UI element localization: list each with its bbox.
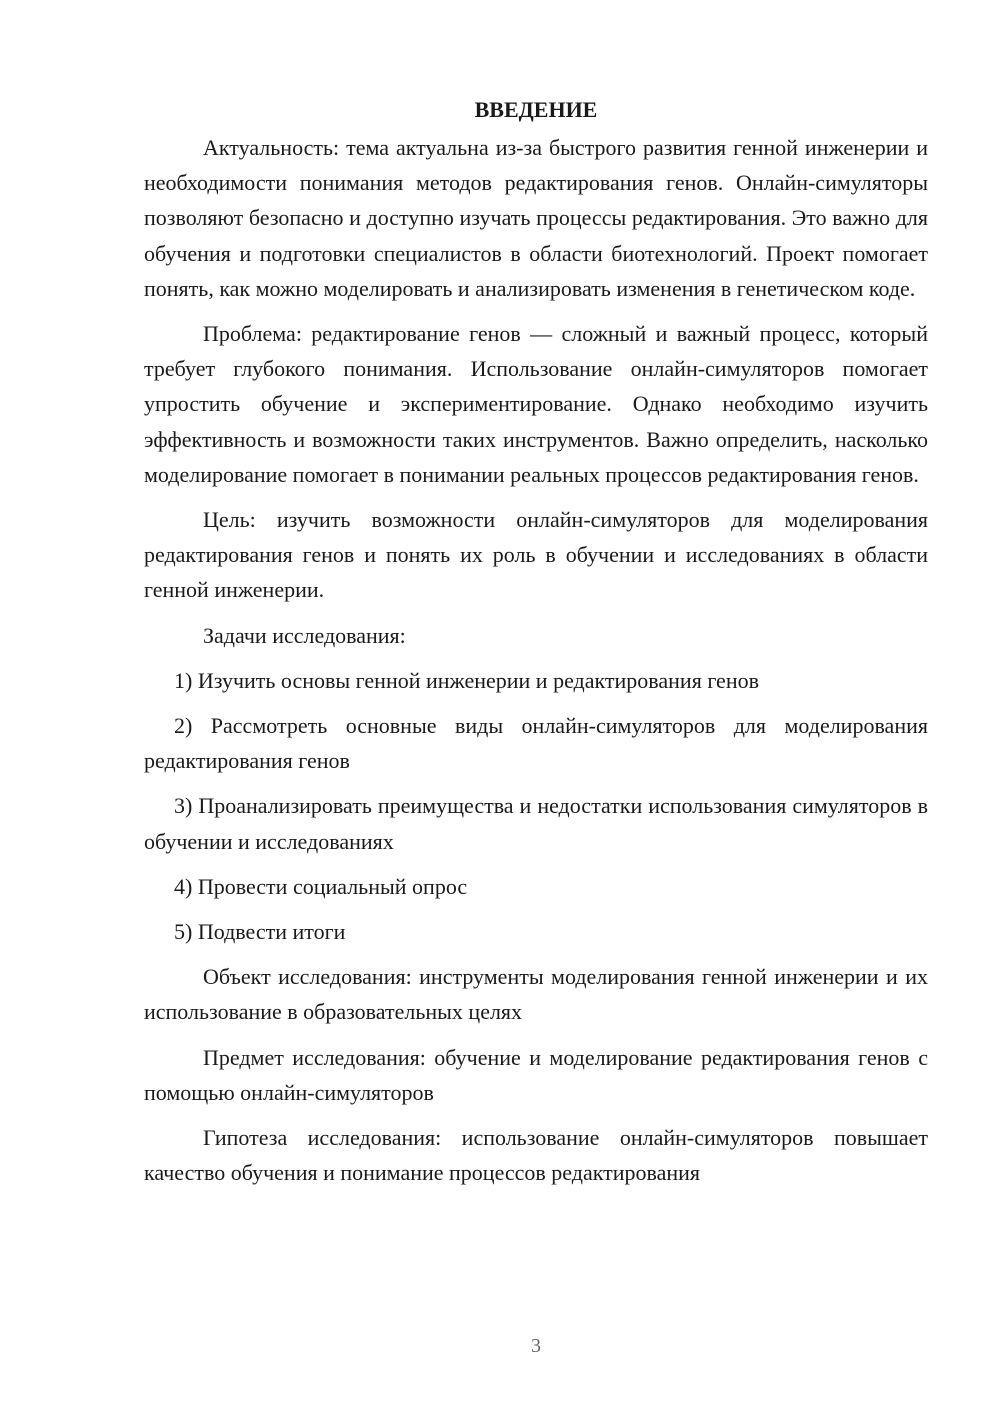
subject-paragraph: Предмет исследования: обучение и моделирование редактирования генов с помощью онлайн-симуляторов <box>144 1044 928 1105</box>
task-item-3: 3) Проанализировать преимущества и недостатки использования симуляторов в обучении и исследованиях <box>144 793 928 854</box>
tasks-title: Задачи исследования: <box>203 622 406 648</box>
task-item-4: 4) Провести социальный опрос <box>174 873 468 899</box>
task-item-1: 1) Изучить основы генной инженерии и редактирования генов <box>174 667 759 693</box>
goal-paragraph: Цель: изучить возможности онлайн-симуляторов для моделирования редактирования генов и понять их роль в обучении и исследованиях в области генной инженерии. <box>144 507 928 603</box>
hypothesis-paragraph: Гипотеза исследования: использование онлайн-симуляторов повышает качество обучения и понимание процессов редактирования <box>144 1125 928 1186</box>
problem-paragraph: Проблема: редактирование генов — сложный и важный процесс, который требует глубокого понимания. Использование онлайн-симуляторов помогает упростить обучение и экспериментирование. Однако необходимо изучить эффективность и возможности таких инструментов. Важно определить, насколько моделирование помогает в понимании реальных процессов редактирования генов. <box>144 321 928 487</box>
section-heading: ВВЕДЕНИЕ <box>474 97 598 122</box>
relevance-paragraph: Актуальность: тема актуальна из-за быстрого развития генной инженерии и необходимости понимания методов редактирования генов. Онлайн-симуляторы позволяют безопасно и доступно изучать процессы редактирования. Это важно для обучения и подготовки специалистов в области биотехнологий. Проект помогает понять, как можно моделировать и анализировать изменения в генетическом коде. <box>144 135 928 301</box>
document-body <box>144 92 928 1200</box>
task-item-2: 2) Рассмотреть основные виды онлайн-симуляторов для моделирования редактирования генов <box>144 713 928 774</box>
task-item-5: 5) Подвести итоги <box>174 919 346 945</box>
page-number: 3 <box>531 1335 541 1357</box>
object-paragraph: Объект исследования: инструменты моделирования генной инженерии и их использование в образовательных целях <box>144 964 928 1025</box>
